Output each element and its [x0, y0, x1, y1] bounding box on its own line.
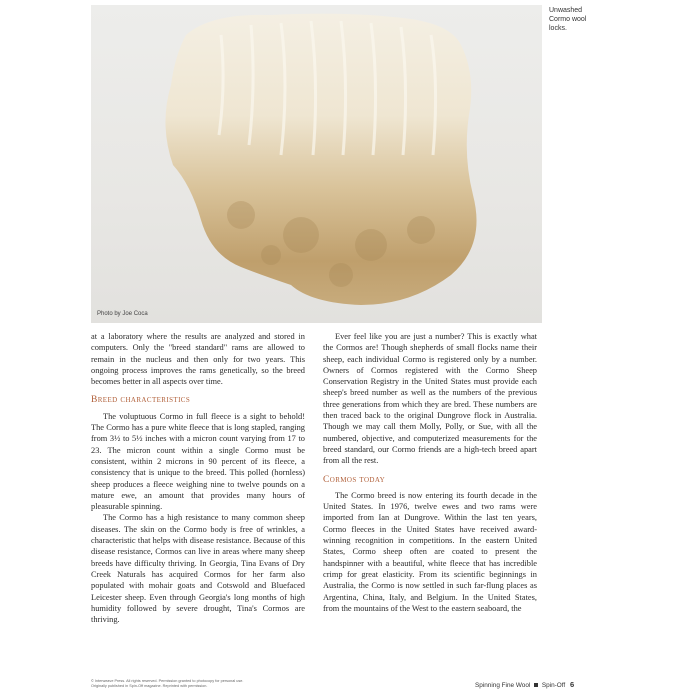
square-bullet-icon	[534, 683, 538, 687]
caption-line: locks.	[549, 25, 567, 32]
column-left	[91, 331, 305, 625]
photo-credit: Photo by Joe Coca	[97, 311, 148, 317]
caption-line: Cormo wool	[549, 16, 587, 23]
page-number: 6	[569, 680, 575, 689]
paragraph: The Cormo breed is now entering its fourth decade in the United States. In 1976, twelve ewes and two rams were imported from Ian at Dungrove. Within the last ten years, Cormo fleeces in the United States have received award-winning recognition in competitions. In the eastern United States, Cormo sheep often are coated to present the handspinner with a beautiful, white fleece that has incredible crimp for great elasticity. From its scientific beginnings in Australia, the Cormo is now settled in such far-flung places as Argentina, China, Italy, and Belgium. In the United States, from the mountains of the West to the eastern seaboard, the	[323, 490, 537, 613]
publication-title: Spinning Fine Wool	[475, 682, 531, 689]
wool-lock-illustration	[91, 5, 542, 323]
copyright-notice	[91, 679, 311, 689]
page-footer	[475, 680, 574, 689]
copyright-line: Originally published in Spin-Off magazine. Reprinted with permission.	[91, 684, 208, 688]
caption-line: Unwashed	[549, 7, 583, 14]
paragraph: The Cormo has a high resistance to many common sheep diseases. The skin on the Cormo body is free of wrinkles, a characteristic that helps with disease resistance. Because of this disease resistance, Cormos can live in areas where many sheep breeds have difficulty thriving. In Georgia, Tina Evans of Dry Creek Naturals has acquired Cormos for her farm also populated with mohair goats and Cotswold and Bluefaced Leicester sheep. Even through Georgia's long months of high humidity followed by severe drought, Tina's Cormos are thriving.	[91, 513, 305, 625]
photo-caption	[549, 6, 619, 33]
column-right	[323, 331, 537, 614]
paragraph: The voluptuous Cormo in full fleece is a sight to behold! The Cormo has a pure white fleece that is long stapled, ranging from 3½ to 5½ inches with a micron count varying from 17 to 23. The micron count within a single Cormo must be consistent, within 2 microns in 90 percent of its fleece, a consistency that is unique to the breed. This polled (hornless) sheep produces a fleece weighing nine to twelve pounds on a mature ewe, an amount that provides many hours of pleasurable spinning.	[91, 411, 305, 512]
paragraph: at a laboratory where the results are analyzed and stored in computers. Only the "breed standard" rams are allowed to remain in the nucleus and then only for two years. This ongoing process improves the rams genetically, so the breed becomes better in all aspects over time.	[91, 332, 305, 387]
copyright-line: © Interweave Press. All rights reserved. Permission granted to photocopy for personal use.	[91, 679, 244, 683]
section-heading: Breed characteristics	[91, 395, 191, 406]
wool-photo	[91, 5, 542, 323]
magazine-name: Spin-Off	[541, 682, 566, 689]
paragraph: Ever feel like you are just a number? This is exactly what the Cormos are! Though shepherds of small flocks name their sheep, each individual Cormo is registered only by a number. Owners of Cormos registered with the Cormo Sheep Conservation Registry in the United States must provide each sheep's breed number as well as the numbers of the previous three generations from which they are bred. These numbers are then traced back to the original Dungrove flock in Australia. Though we may call them Molly, Polly, or Sue, with all the numbered, objective, and computerized measurements for the breed standard, our Cormo friends are a high-tech breed apart from all the rest.	[323, 332, 537, 466]
section-heading: Cormos today	[323, 474, 386, 485]
